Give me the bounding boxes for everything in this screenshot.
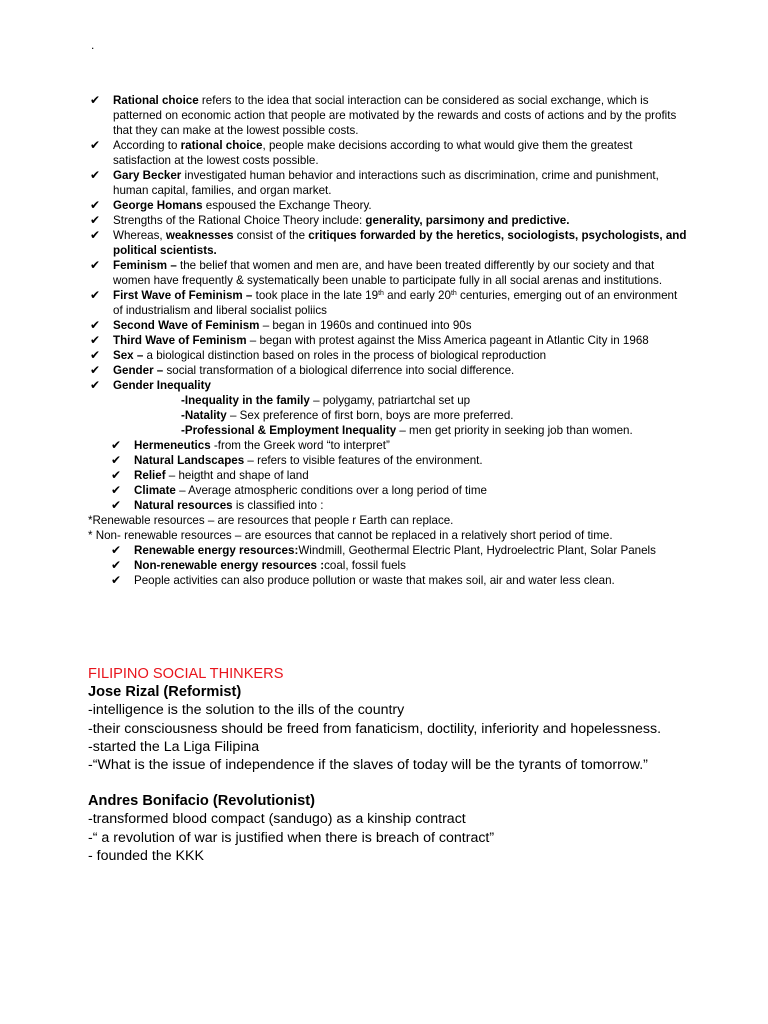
note-item [90,288,690,318]
note-item [88,513,690,528]
note-text: Gender Inequality [113,379,211,392]
checkmark-icon: ✔ [90,348,101,362]
checkmark-icon: ✔ [111,453,122,467]
note-text: According to [113,139,181,152]
checkmark-icon: ✔ [111,498,122,512]
note-item [90,228,690,258]
checkmark-icon: ✔ [111,543,122,557]
note-text: -Professional & Employment Inequality [181,424,397,437]
note-text: th [450,290,457,297]
checkmark-icon: ✔ [111,438,122,452]
note-text: took place in the late 19 [252,289,379,302]
note-text: coal, fossil fuels [324,559,406,572]
section-title: FILIPINO SOCIAL THINKERS [88,666,284,682]
note-item [90,138,690,168]
thinker-name: Jose Rizal (Reformist) [88,684,242,701]
note-item [90,258,690,288]
note-text: Whereas, [113,229,166,242]
note-text: Feminism – [113,259,177,272]
note-text: Rational choice [113,94,199,107]
note-text: First Wave of Feminism – [113,289,253,302]
checkmark-icon: ✔ [90,228,101,242]
note-text: George Homans [113,199,203,212]
header-mark: . [91,38,95,52]
note-text: Gender – [113,364,164,377]
thinker-line: -“What is the issue of independence if the slaves of today will be the tyrants of tomorrow.” [88,757,648,774]
note-text: -Inequality in the family [181,394,310,407]
note-text: Gary Becker [113,169,182,182]
note-text: Hermeneutics [134,439,211,452]
note-text: generality, parsimony and predictive. [365,214,570,227]
note-text: th [378,290,384,297]
note-item [88,528,690,543]
note-text: Natural resources [134,499,233,512]
note-item [111,453,690,468]
note-item [90,198,690,213]
note-item [90,393,690,408]
note-text: Non-renewable energy resources : [134,559,325,572]
note-text: – polygamy, patriartchal set up [309,394,471,407]
checkmark-icon: ✔ [90,198,101,212]
note-text: centuries, emerging out of an environment of industrialism and liberal socialist poliics [113,289,678,317]
note-text: – refers to visible features of the environment. [244,454,483,467]
note-item [90,378,690,393]
note-item [111,468,690,483]
note-text: rational choice [180,139,263,152]
note-text: – Sex preference of first born, boys are more preferred. [226,409,514,422]
note-text: *Renewable resources – are resources that people r Earth can replace. [88,514,454,527]
thinker-line: -intelligence is the solution to the ills of the country [88,702,405,719]
checkmark-icon: ✔ [90,93,101,107]
note-text: Sex – [113,349,144,362]
note-text: – began with protest against the Miss America pageant in Atlantic City in 1968 [246,334,649,347]
note-text: critiques forwarded by the heretics, sociologists, psychologists, and political scientists. [113,229,687,257]
note-item [90,363,690,378]
thinker-line: -their consciousness should be freed from fanaticism, doctility, inferiority and hopelessness. [88,720,662,737]
thinker-line: -“ a revolution of war is justified when there is breach of contract” [88,829,495,846]
note-item [90,423,690,438]
checkmark-icon: ✔ [111,558,122,572]
note-text: is classified into : [232,499,324,512]
thinker-line: - founded the KKK [88,847,204,864]
note-text: – heigtht and shape of land [165,469,309,482]
note-item [90,168,690,198]
note-text: refers to the idea that social interaction can be considered as social exchange, which is patterned on economic action that people are motivated by the rewards and costs of actions and by the profits that they can make at the lowest possible costs. [113,94,677,137]
checkmark-icon: ✔ [111,573,122,587]
note-text: the belief that women and men are, and have been treated differently by our society and that women have frequently & systematically been unable to participate fully in all social arenas and institutions. [113,259,663,287]
note-text: Renewable energy resources: [134,544,299,557]
note-item [90,213,690,228]
note-text: espoused the Exchange Theory. [202,199,372,212]
checkmark-icon: ✔ [90,333,101,347]
thinker-line: -started the La Liga Filipina [88,738,260,755]
checkmark-icon: ✔ [90,318,101,332]
thinker-line: -transformed blood compact (sandugo) as a kinship contract [88,811,466,828]
note-item [111,498,690,513]
note-text: investigated human behavior and interactions such as discrimination, crime and punishment, human capital, families, and organ market. [113,169,659,197]
note-text: Natural Landscapes [134,454,245,467]
thinker-bonifacio [88,792,728,865]
filipino-thinkers-section [88,665,728,865]
checkmark-icon: ✔ [90,363,101,377]
checkmark-icon: ✔ [90,258,101,272]
checkmark-icon: ✔ [90,213,101,227]
note-item [90,348,690,363]
checkmark-icon: ✔ [90,288,101,302]
note-text: – men get priority in seeking job than women. [396,424,633,437]
spacer [88,774,728,792]
checkmark-icon: ✔ [111,468,122,482]
note-text: social transformation of a biological diferrence into social difference. [163,364,515,377]
checkmark-icon: ✔ [90,168,101,182]
note-item [111,543,690,558]
note-text: Windmill, Geothermal Electric Plant, Hydroelectric Plant, Solar Panels [298,544,656,557]
note-text: – Average atmospheric conditions over a long period of time [175,484,487,497]
checkmark-icon: ✔ [90,378,101,392]
note-text: -from the Greek word “to interpret” [210,439,390,452]
note-text: * Non- renewable resources – are esources that cannot be replaced in a relatively short period of time. [88,529,613,542]
note-item [111,438,690,453]
note-item [90,318,690,333]
note-item [90,408,690,423]
note-item [111,483,690,498]
note-text: – began in 1960s and continued into 90s [259,319,472,332]
note-text: consist of the [233,229,309,242]
note-item [111,558,690,573]
note-text: Climate [134,484,176,497]
note-text: Relief [134,469,166,482]
note-text: , people make decisions according to what would give them the greatest satisfaction at the lowest costs possible. [113,139,633,167]
note-item [111,573,690,588]
note-item [90,333,690,348]
notes-list [90,93,690,588]
note-text: weaknesses [165,229,234,242]
thinker-name: Andres Bonifacio (Revolutionist) [88,793,316,810]
note-text: Strengths of the Rational Choice Theory include: [113,214,366,227]
thinker-rizal [88,683,728,774]
note-item [90,93,690,138]
note-text: and early 20 [383,289,451,302]
note-text: -Natality [181,409,227,422]
note-text: a biological distinction based on roles in the process of biological reproduction [143,349,547,362]
note-text: Second Wave of Feminism [113,319,260,332]
checkmark-icon: ✔ [90,138,101,152]
note-text: People activities can also produce pollution or waste that makes soil, air and water less clean. [134,574,615,587]
note-text: Third Wave of Feminism [113,334,247,347]
checkmark-icon: ✔ [111,483,122,497]
